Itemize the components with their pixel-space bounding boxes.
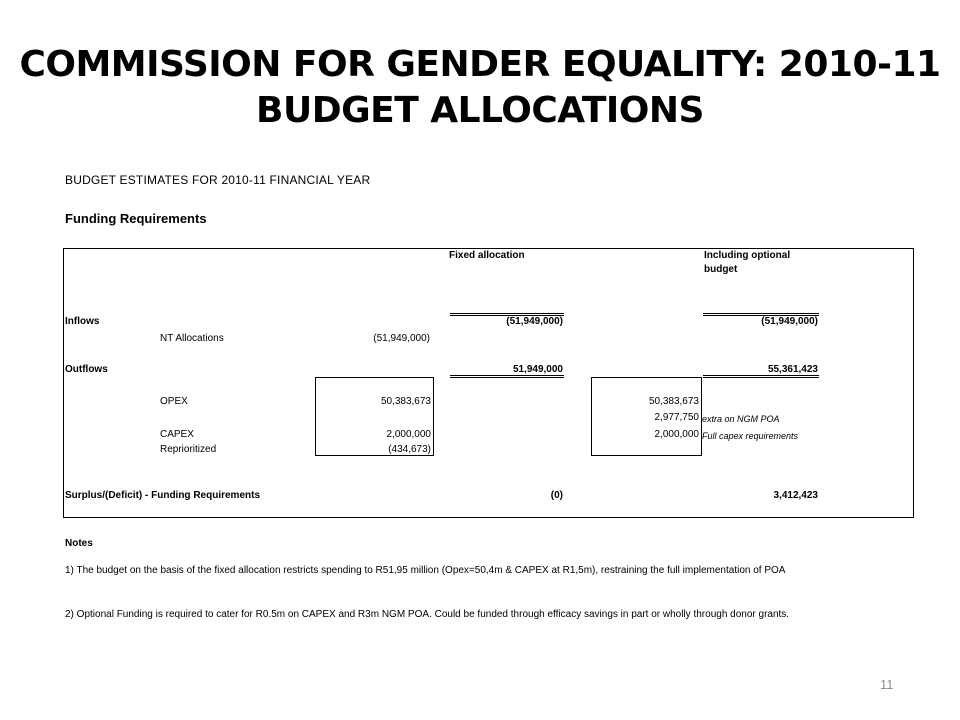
- inflows-fixed-value: (51,949,000): [506, 316, 563, 327]
- capex-label: CAPEX: [160, 429, 194, 440]
- slide-title-line-2: BUDGET ALLOCATIONS: [256, 90, 704, 131]
- slide-title: [0, 42, 960, 134]
- opex-label: OPEX: [160, 396, 188, 407]
- note-1: 1) The budget on the basis of the fixed allocation restricts spending to R51,95 million (Opex=50,4m & CAPEX at R1,5m), restraining the full implementation of POA: [65, 565, 786, 576]
- note-2: 2) Optional Funding is required to cater for R0.5m on CAPEX and R3m NGM POA. Could be funded through efficacy savings in part or wholly through donor grants.: [65, 609, 790, 620]
- surplus-fixed-value: (0): [550, 490, 563, 501]
- inflows-label: Inflows: [65, 316, 100, 327]
- reprioritized-fixed-value: (434,673): [388, 444, 431, 455]
- opex-optional-value: 50,383,673: [648, 396, 699, 407]
- funding-table: [63, 248, 914, 518]
- col-header-optional-line2: budget: [704, 264, 738, 275]
- budget-estimates-heading: BUDGET ESTIMATES FOR 2010-11 FINANCIAL YEAR: [65, 173, 371, 187]
- extra-note: extra on NGM POA: [702, 414, 780, 424]
- opex-fixed-value: 50,383,673: [380, 396, 431, 407]
- outflows-optional-value: 55,361,423: [767, 364, 818, 375]
- inflows-optional-value: (51,949,000): [761, 316, 818, 327]
- outflows-optional-underline: [703, 375, 819, 378]
- outflows-label: Outflows: [65, 364, 108, 375]
- col-header-optional-line1: Including optional: [704, 250, 791, 261]
- surplus-label: Surplus/(Deficit) - Funding Requirements: [65, 490, 261, 501]
- reprioritized-label: Reprioritized: [160, 444, 217, 455]
- col-header-fixed: Fixed allocation: [449, 250, 525, 261]
- outflows-fixed-value: 51,949,000: [512, 364, 563, 375]
- capex-fixed-value: 2,000,000: [386, 429, 431, 440]
- inflows-optional-underline: [703, 313, 819, 316]
- extra-optional-value: 2,977,750: [654, 412, 699, 423]
- page-number: 11: [880, 677, 894, 692]
- nt-allocations-label: NT Allocations: [160, 333, 224, 344]
- nt-allocations-value: (51,949,000): [373, 333, 430, 344]
- surplus-optional-value: 3,412,423: [773, 490, 818, 501]
- outflows-fixed-underline: [450, 375, 564, 378]
- inflows-fixed-underline: [450, 313, 564, 316]
- capex-optional-value: 2,000,000: [654, 429, 699, 440]
- funding-requirements-heading: Funding Requirements: [65, 211, 207, 226]
- slide-title-line-1: COMMISSION FOR GENDER EQUALITY: 2010-11: [19, 44, 941, 85]
- capex-note: Full capex requirements: [702, 431, 799, 441]
- notes-heading: Notes: [65, 538, 93, 549]
